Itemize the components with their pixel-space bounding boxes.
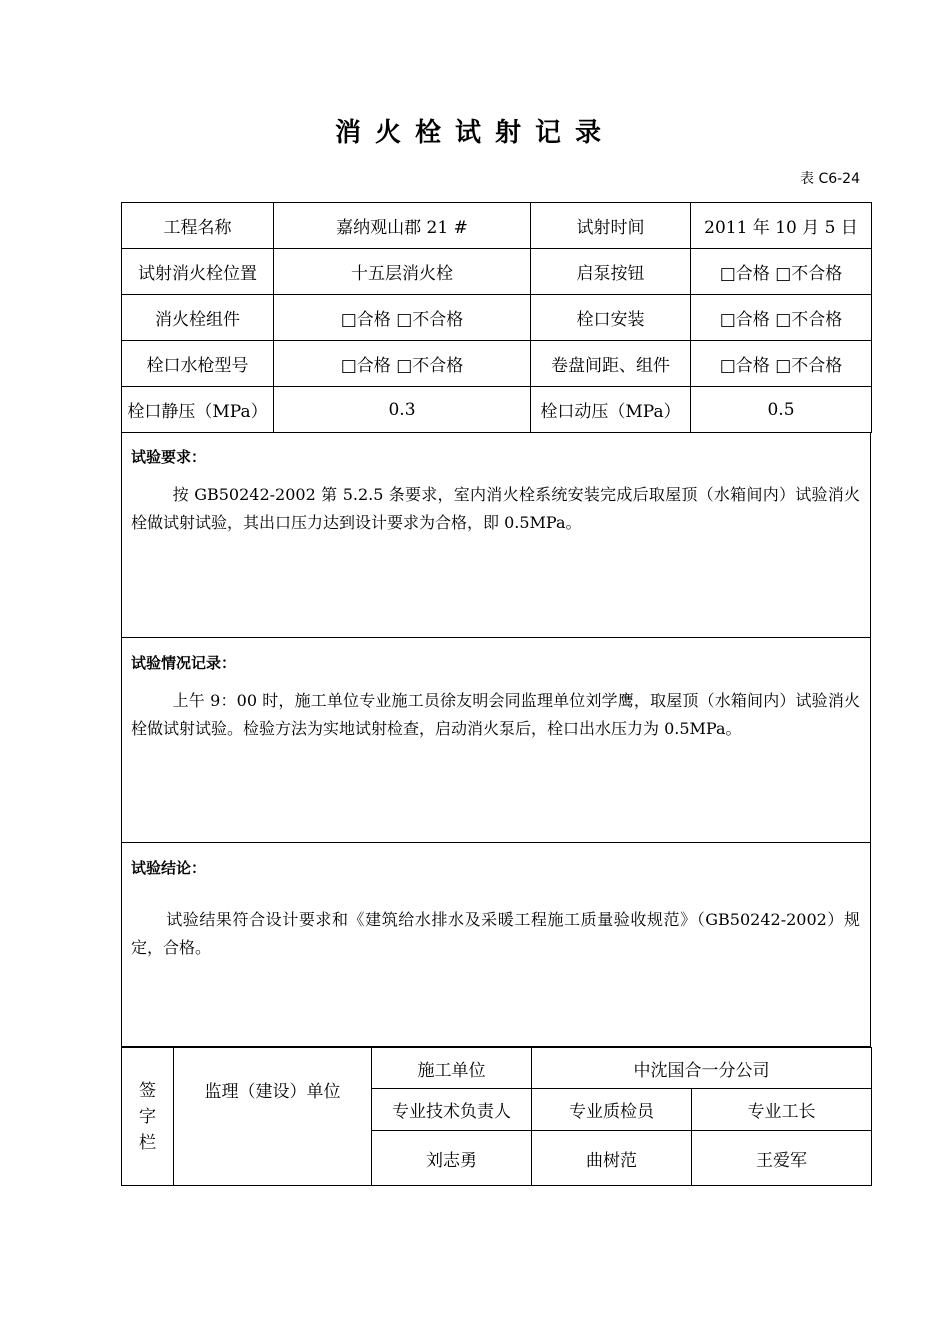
foreman-name: 王爱军 bbox=[692, 1131, 872, 1186]
conclusion-text: 试验结果符合设计要求和《建筑给水排水及采暖工程施工质量验收规范》（GB50242-2002）规定，合格。 bbox=[131, 910, 860, 957]
dynamic-pressure-value: 0.5 bbox=[691, 387, 872, 433]
hydrant-assembly-value: □合格 □不合格 bbox=[274, 295, 531, 341]
foreman-label: 专业工长 bbox=[692, 1089, 872, 1131]
record-text: 上午 9：00 时，施工单位专业施工员徐友明会同监理单位刘学鹰，取屋顶（水箱间内）试验消火栓做试射试验。检验方法为实地试射检查，启动消火泵后，栓口出水压力为 0.5MPa。 bbox=[131, 691, 860, 738]
table-row bbox=[122, 203, 872, 249]
record-section bbox=[121, 638, 871, 843]
hydrant-position-value: 十五层消火栓 bbox=[274, 249, 531, 295]
requirements-text: 按 GB50242-2002 第 5.2.5 条要求，室内消火栓系统安装完成后取屋顶（水箱间内）试验消火栓做试射试验，其出口压力达到设计要求为合格，即 0.5MPa。 bbox=[131, 485, 860, 532]
signature-table bbox=[121, 1047, 872, 1186]
table-row bbox=[122, 1131, 872, 1186]
dynamic-pressure-label: 栓口动压（MPa） bbox=[531, 387, 691, 433]
reel-value: □合格 □不合格 bbox=[691, 341, 872, 387]
quality-inspector-label: 专业质检员 bbox=[532, 1089, 692, 1131]
construction-unit-value: 中沈国合一分公司 bbox=[532, 1048, 872, 1089]
tech-lead-label: 专业技术负责人 bbox=[372, 1089, 532, 1131]
hydrant-position-label: 试射消火栓位置 bbox=[122, 249, 274, 295]
conclusion-heading: 试验结论： bbox=[131, 859, 207, 877]
test-time-value: 2011 年 10 月 5 日 bbox=[691, 203, 872, 249]
outlet-install-label: 栓口安装 bbox=[531, 295, 691, 341]
info-table bbox=[121, 202, 872, 433]
table-row bbox=[122, 387, 872, 433]
signature-column-label: 签字栏 bbox=[122, 1048, 174, 1186]
table-row bbox=[122, 295, 872, 341]
table-row bbox=[122, 341, 872, 387]
supervision-signature bbox=[174, 1131, 372, 1186]
quality-inspector-name: 曲树范 bbox=[532, 1131, 692, 1186]
table-row bbox=[122, 249, 872, 295]
static-pressure-label: 栓口静压（MPa） bbox=[122, 387, 274, 433]
nozzle-model-value: □合格 □不合格 bbox=[274, 341, 531, 387]
static-pressure-value: 0.3 bbox=[274, 387, 531, 433]
nozzle-model-label: 栓口水枪型号 bbox=[122, 341, 274, 387]
record-heading: 试验情况记录： bbox=[131, 654, 237, 672]
supervision-unit-label: 监理（建设）单位 bbox=[174, 1048, 372, 1131]
requirements-section bbox=[121, 432, 871, 638]
project-name-value: 嘉纳观山郡 21 # bbox=[274, 203, 531, 249]
outlet-install-value: □合格 □不合格 bbox=[691, 295, 872, 341]
conclusion-section bbox=[121, 843, 871, 1047]
table-row bbox=[122, 1048, 872, 1089]
form-number: 表 C6-24 bbox=[800, 171, 860, 187]
pump-button-label: 启泵按钮 bbox=[531, 249, 691, 295]
construction-unit-label: 施工单位 bbox=[372, 1048, 532, 1089]
pump-button-value: □合格 □不合格 bbox=[691, 249, 872, 295]
reel-label: 卷盘间距、组件 bbox=[531, 341, 691, 387]
hydrant-assembly-label: 消火栓组件 bbox=[122, 295, 274, 341]
page-title: 消火栓试射记录 bbox=[334, 118, 615, 148]
tech-lead-name: 刘志勇 bbox=[372, 1131, 532, 1186]
project-name-label: 工程名称 bbox=[122, 203, 274, 249]
requirements-heading: 试验要求： bbox=[131, 448, 207, 466]
test-time-label: 试射时间 bbox=[531, 203, 691, 249]
